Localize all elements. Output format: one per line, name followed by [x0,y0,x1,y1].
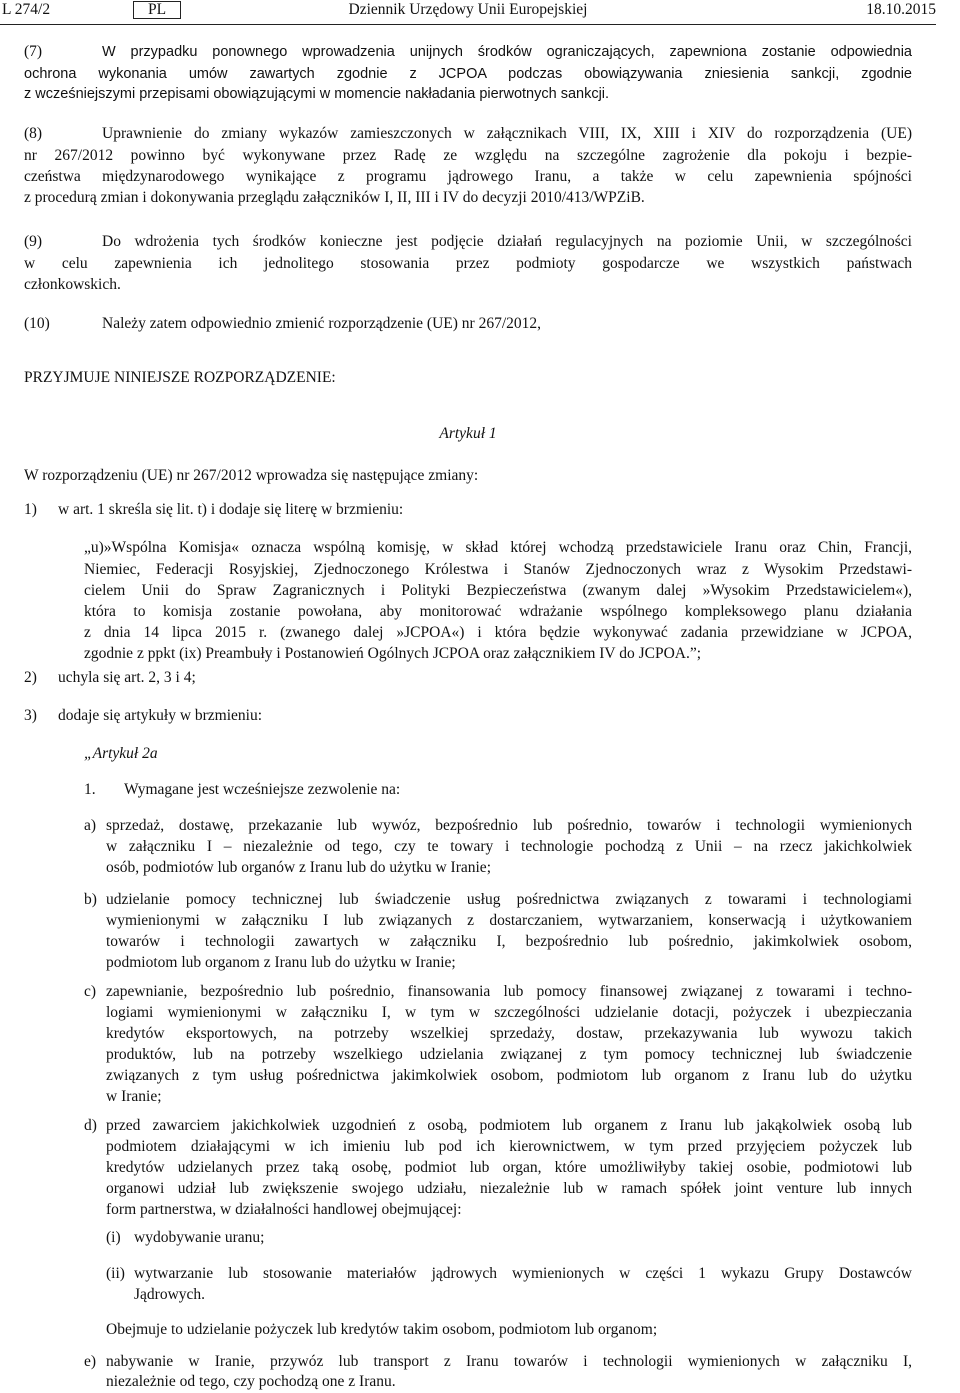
paragraph-text: Wymagane jest wcześniejsze zezwolenie na: [124,781,401,798]
point-d-closing: Obejmuje to udzielanie pożyczek lub kredytów takim osobom, podmiotom lub organom; [106,1321,658,1338]
point-line: osób, podmiotów lub organów z Iranu lub do użytku w Iranie; [106,859,491,876]
recital-9-continued [24,254,912,294]
recital-number: (9) [24,233,43,250]
item-number: 1) [24,501,37,518]
quote-line: cielem Unii do Spraw Zagranicznych i Polityki Bezpieczeństwa (zwanym dalej »Wysokim Przedstawicielem«), [84,582,912,599]
point-letter: e) [84,1353,97,1370]
recital-7-continued [24,64,912,104]
article-intro: W rozporządzeniu (UE) nr 267/2012 wprowadza się następujące zmiany: [24,467,479,484]
point-a-text [106,816,912,877]
article-2a-title: „Artykuł 2a [84,745,158,762]
article-title: Artykuł 1 [439,425,497,442]
point-letter: b) [84,891,97,908]
point-d-text [106,1116,912,1219]
recital-line: Do wdrożenia tych środków konieczne jest podjęcie działań regulacyjnych na poziomie Unii, w szczególności [102,233,912,250]
item-text: dodaje się artykuły w brzmieniu: [58,707,263,724]
point-line: towarów i technologii zawartych w załączniku I, bezpośrednio lub pośrednio, jakimkolwiek osobom, [106,933,912,950]
page-header [0,0,936,25]
point-line: produktów, lub na potrzeby wszelkiego udzielania związanej z tym pomocy technicznej lub świadczenie [106,1046,912,1063]
recital-line: członkowskich. [24,276,121,293]
recital-line: Należy zatem odpowiednio zmienić rozporządzenie (UE) nr 267/2012, [102,315,541,332]
page-reference: L 274/2 [2,1,51,18]
point-line: podmiotem działającymi w ich imieniu lub pod ich kierownictwem, w tym przed przyjęciem pożyczek lub [106,1138,912,1155]
journal-title: Dziennik Urzędowy Unii Europejskiej [348,1,588,18]
item-number: 3) [24,707,37,724]
point-letter: d) [84,1117,97,1134]
recital-number: (8) [24,125,43,142]
point-line: form partnerstwa, w działalności handlowej obejmującej: [106,1201,462,1218]
point-line: kredytów eksportowych, na potrzeby wszelkiej sprzedaży, dostaw, przekazywania lub wywozu takich [106,1025,912,1042]
point-line: organowi udział lub zwiększenie swojego udziału, niezależnie lub w ramach spółek joint venture lub innych [106,1180,912,1197]
recital-8 [24,124,912,143]
publication-date: 18.10.2015 [866,1,936,18]
point-line: związanych z tym usług pośrednictwa jakimkolwiek osobom, podmiotom lub organom z Iranu lub do użytku [106,1067,912,1084]
point-line: podmiotom lub organom z Iranu lub do użytku w Iranie; [106,954,456,971]
quote-line: Niemiec, Federacji Rosyjskiej, Zjednoczonego Królestwa i Stanów Zjednoczonych wraz z Wysokim Przedstawi- [84,561,912,578]
recital-9 [24,232,912,251]
point-line: w załączniku I – niezależnie od tego, czy te towary i technologie pochodzą z Unii – na rzecz jakichkolwiek [106,838,912,855]
subpoint-line: wytwarzanie lub stosowanie materiałów jądrowych wymienionych w części 1 wykazu Grupy Dostawców [134,1265,912,1282]
point-line: kredytów udzielanych przez taką osobę, podmiot lub organ, które umożliwiłyby takiej osobie, podmiotowi lub [106,1159,912,1176]
point-line: logiami wymienionymi w załączniku I, w tym w szczególności udzielanie dotacji, pożyczek i ubezpieczania [106,1004,912,1021]
recital-line: W przypadku ponownego wprowadzenia unijnych środków ograniczających, zapewniona zostanie odpowiednia [102,44,912,60]
quote-line: która to komisja zostanie powołana, aby monitorować wdrażanie wspólnego kompleksowego planu działania [84,603,912,620]
point-line: zapewnianie, bezpośrednio lub pośrednio, finansowania lub pomocy finansowej związanej z towarami i techno- [106,983,912,1000]
point-letter: c) [84,983,97,1000]
recital-8-continued [24,146,912,207]
point-line: udzielanie pomocy technicznej lub świadczenie usług pośrednictwa związanych z towarami i technologiami [106,891,912,908]
item-number: 2) [24,669,37,686]
point-line: nabywanie w Iranie, przywóz lub transport z Iranu towarów i technologii wymienionych w załączniku I, [106,1353,912,1370]
paragraph-number: 1. [84,781,96,798]
subpoint-number: (ii) [106,1265,125,1282]
recital-7 [24,42,912,62]
point-e-text [106,1352,912,1391]
recital-10 [24,314,912,333]
point-b-text [106,890,912,972]
quoted-definition [84,538,912,559]
subpoint-text: wydobywanie uranu; [134,1229,265,1246]
recital-line: czeństwa międzynarodowego wynikające z programu jądrowego Iranu, a także w celu zapewnienia spójności [24,168,912,185]
recital-number: (7) [24,43,43,60]
quote-line: „u)»Wspólna Komisja« oznacza wspólną komisję, w skład której wchodzą przedstawiciele Iranu oraz Chin, Francji, [84,539,912,556]
language-box: PL [133,1,181,19]
item-text: uchyla się art. 2, 3 i 4; [58,669,196,686]
adoption-formula: PRZYJMUJE NINIEJSZE ROZPORZĄDZENIE: [24,369,336,386]
subpoint-number: (i) [106,1229,121,1246]
recital-line: z wcześniejszymi przepisami obowiązującymi w momencie nakładania pierwotnych sankcji. [24,86,610,102]
quoted-definition-body [84,560,912,663]
item-text: w art. 1 skreśla się lit. t) i dodaje się literę w brzmieniu: [58,501,404,518]
recital-line: nr 267/2012 powinno być wykonywane przez Radę ze względu na szczególne zagrożenie dla pokoju i bezpie- [24,147,912,164]
point-line: sprzedaż, dostawę, przekazanie lub wywóz, bezpośrednio lub pośrednio, towarów i technologii wymienionych [106,817,912,834]
recital-line: ochrona wykonania umów zawartych zgodnie z JCPOA podczas obowiązywania zniesienia sankcji, zgodnie [24,66,912,82]
quote-line: z dnia 14 lipca 2015 r. (zwanego dalej »JCPOA«) i która będzie wykonywać zadania przewidziane w JCPOA, [84,624,912,641]
recital-line: w celu zapewnienia ich jednolitego stosowania przez podmioty gospodarcze we wszystkich państwach [24,255,912,272]
point-line: w Iranie; [106,1088,162,1105]
point-line: wymienionymi w załączniku I lub związanych z dostarczaniem, wytwarzaniem, konserwacją i użytkowaniem [106,912,912,929]
recital-line: Uprawnienie do zmiany wykazów zamieszczonych w załącznikach VIII, IX, XIII i XIV do rozporządzenia (UE) [102,125,912,142]
recital-number: (10) [24,315,50,332]
recital-line: z procedurą zmian i dokonywania przeglądu załączników I, II, III i IV do decyzji 2010/413/WPZiB. [24,189,645,206]
point-letter: a) [84,817,97,834]
quote-line: zgodnie z ppkt (ix) Preambuły i Postanowień Ogólnych JCPOA oraz załącznikiem IV do JCPOA.”; [84,645,702,662]
point-line: niezależnie od tego, czy pochodzą one z Iranu. [106,1373,396,1390]
subpoint-ii-text [134,1264,912,1304]
point-c-text [106,982,912,1106]
subpoint-line: Jądrowych. [134,1286,206,1303]
point-line: przed zawarciem jakichkolwiek uzgodnień z osobą, podmiotem lub organem z Iranu lub jakąkolwiek osobą lub [106,1117,912,1134]
